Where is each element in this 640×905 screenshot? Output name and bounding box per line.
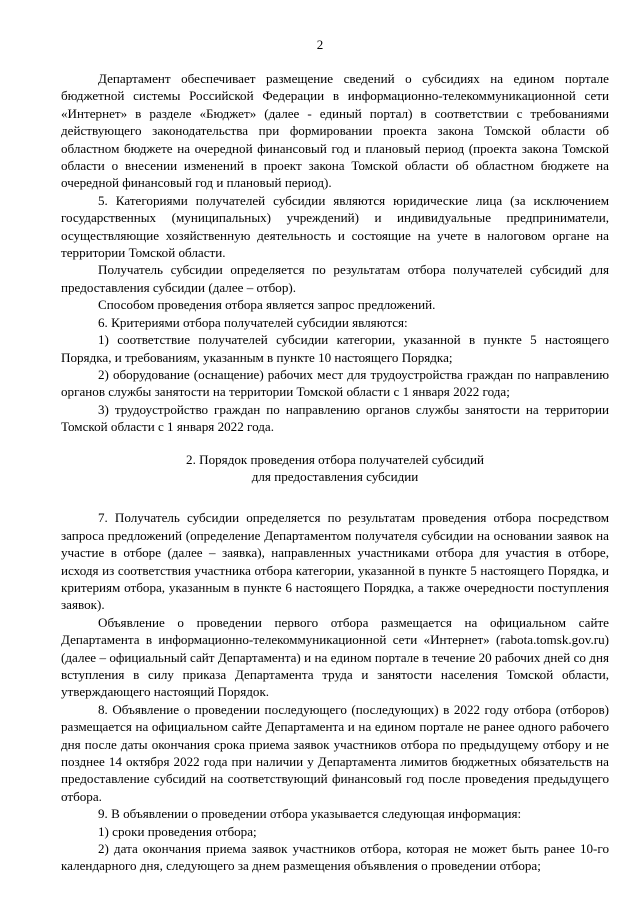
paragraph: 3) трудоустройство граждан по направлению органов службы занятости на территории Томской области с 1 января 2022 года. (61, 401, 609, 435)
paragraph: 2) дата окончания приема заявок участников отбора, которая не может быть ранее 10-го календарного дня, следующего за днем размещения объявления о проведении отбора; (61, 841, 609, 874)
section-heading (61, 451, 609, 486)
paragraph: Объявление о проведении первого отбора размещается на официальном сайте Департамента в информационно-телекоммуникационной сети «Интернет» (rabota.tomsk.gov.ru) (далее – официальный сайт Департамента) и на едином портале в течение 20 рабочих дней со дня вступления в силу приказа Департамента труда и занятости населения Томской области, утверждающего настоящий Порядок. (61, 614, 609, 700)
section-heading-line: 2. Порядок проведения отбора получателей субсидий (186, 451, 484, 467)
paragraph: Департамент обеспечивает размещение сведений о субсидиях на едином портале бюджетной системы Российской Федерации в информационно-телекоммуникационной сети «Интернет» в разделе «Бюджет» (далее - единый портал) в соответствии с требованиями действующего законодательства при формировании проекта закона Томской области об областном бюджете на очередной финансовый год и плановый период (проекта закона Томской области о внесении изменений в проект закона Томской области об областном бюджете на очередной финансовый год и плановый период). (61, 71, 609, 191)
paragraph: 1) сроки проведения отбора; (98, 823, 257, 839)
section-heading-line: для предоставления субсидии (251, 468, 419, 484)
paragraph: 2) оборудование (оснащение) рабочих мест для трудоустройства граждан по направлению органов службы занятости на территории Томской области с 1 января 2022 года; (61, 366, 609, 400)
paragraph: 9. В объявлении о проведении отбора указывается следующая информация: (98, 806, 522, 822)
paragraph: 7. Получатель субсидии определяется по результатам проведения отбора посредством запроса предложений (определение Департаментом получателя субсидии на основании заявок на участие в отборе (далее – заявка), направленных участниками отбора для участия в отборе, исходя из соответствия участника отбора категории, указанной в пункте 5 настоящего Порядка, и критериям отбора, указанным в пункте 6 настоящего Порядка, а также очередности поступления заявок). (61, 510, 609, 613)
page-number: 2 (316, 37, 324, 52)
paragraph: Способом проведения отбора является запрос предложений. (98, 297, 436, 313)
paragraph: 1) соответствие получателей субсидии категории, указанной в пункте 5 настоящего Порядка, и требованиям, указанным в пункте 10 настоящего Порядка; (61, 332, 609, 365)
paragraph: 5. Категориями получателей субсидии являются юридические лица (за исключением государственных (муниципальных) учреждений) и индивидуальные предприниматели, осуществляющие хозяйственную деятельность и состоящие на учете в налоговом органе на территории Томской области. (61, 192, 609, 261)
document-body (61, 70, 609, 875)
paragraph: Получатель субсидии определяется по результатам отбора получателей субсидий для предоставления субсидии (далее – отбор). (61, 262, 609, 295)
paragraph: 6. Критериями отбора получателей субсидии являются: (98, 314, 408, 330)
paragraph: 8. Объявление о проведении последующего (последующих) в 2022 году отбора (отборов) размещается на официальном сайте Департамента и на едином портале не ранее одного рабочего дня после даты окончания срока приема заявок участников отбора по предыдущему отбору и не позднее 14 октября 2022 года при наличии у Департамента лимитов бюджетных обязательств на предоставление субсидий на соответствующий финансовый год после проведения предыдущего отбора. (61, 701, 609, 804)
